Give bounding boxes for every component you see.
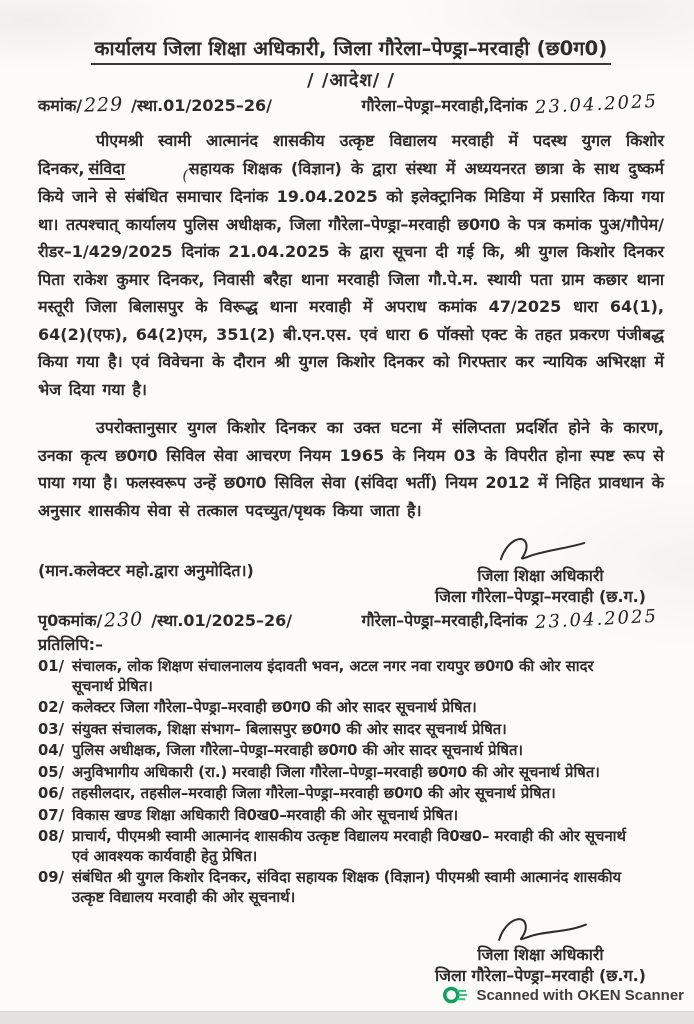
copy-item-number: 01/ [38,658,64,675]
copy-item-text: संयुक्त संचालक, शिक्षा संभाग– बिलासपुर छ0ग0 की ओर सादर सूचनार्थ प्रेषित। [72,720,507,738]
ref1-handwritten-date: 23.04.2025 [534,90,659,119]
para1-lead: पीएमश्री स्वामी आत्मानंद शासकीय उत्कृष्ट विद्यालय मरवाही में पदस्थ युगल किशोर दिनकर, [38,131,664,178]
copy-item-number: 02/ [38,699,64,716]
copy-list-item [38,763,664,783]
copy-item-number: 03/ [38,720,64,738]
copy-item-number: 05/ [38,763,64,781]
signature-block-2-wrap [38,911,664,986]
ref1-number-part [38,94,272,116]
ref2-handwritten-number: 230 [103,608,144,632]
ref1-place-date [361,90,664,119]
copy-item-text: कलेक्टर जिला गौरेला–पेण्ड्रा–मरवाही छ0ग0 की ओर सादर सूचनार्थ प्रेषित। [72,699,477,716]
copy-list-item [38,806,664,826]
ref1-label: कमांक/ [38,96,83,115]
oken-scanner-logo-icon [442,984,468,1006]
copy-list-item [38,827,664,866]
approval-note: (मान.कलेक्टर महो.द्वारा अनुमोदित।) [38,561,254,580]
ref1-place-date-label: गौरेला–पेण्ड्रा–मरवाही,दिनांक [361,96,528,115]
scanner-attribution [442,984,684,1006]
copy-item-number: 09/ [38,869,64,886]
order-heading: / /आदेश/ / [306,70,396,91]
ref2-suffix: /स्था.01/2025–26/ [151,611,293,630]
ref1-handwritten-number: 229 [83,93,124,117]
officer-office: जिला गौरेला–पेण्ड्रा–मरवाही (छ.ग.) [434,587,646,606]
office-header-title: कार्यालय जिला शिक्षा अधिकारी, जिला गौरेला–पेण्ड्रा–मरवाही (छ0ग0) [91,34,612,65]
approval-signature-row [38,532,664,607]
reference-line-1 [38,90,664,119]
copy-item-text: संचालक, लोक शिक्षण संचालनालय इंदावती भवन, अटल नगर नवा रायपुर छ0ग0 की ओर सादर सूचनार्थ प्रेषित। [72,658,594,695]
copy-item-number: 08/ [38,828,64,845]
ref2-place-date [361,605,664,634]
copy-list-item [38,657,664,696]
copy-list-item [38,741,664,761]
copy-item-number: 06/ [38,785,64,802]
officer-designation: जिला शिक्षा अधिकारी [477,945,604,964]
copy-list-item [38,720,664,740]
body-paragraph-2: उपरोक्तानुसार युगल किशोर दिनकर का उक्त घटना में संलिप्तता प्रदर्शित होने के कारण, उनका कृत्य छ0ग0 सिविल सेवा आचरण नियम 1965 के नियम 03 के विपरीत होना स्पष्ट रूप से पाया गया है। फलस्वरूप उन्हें छ0ग0 सिविल सेवा (संविदा भर्ती) नियम 2012 में निहित प्रावधान के अनुसार शासकीय सेवा से तत्काल पदच्युत/पृथक किया जाता है। [38,418,664,520]
copy-item-text: विकास खण्ड शिक्षा अधिकारी वि0ख0–मरवाही की ओर सूचनार्थ प्रेषित। [72,806,459,824]
copy-item-text: अनुविभागीय अधिकारी (रा.) मरवाही जिला गौरेला–पेण्ड्रा–मरवाही छ0ग0 की ओर सूचनार्थ प्रेषित। [72,763,600,781]
copy-item-number: 04/ [38,742,64,759]
copy-item-number: 07/ [38,806,64,824]
ref2-handwritten-date: 23.04.2025 [534,605,659,634]
copy-item-text: पुलिस अधीक्षक, जिला गौरेला–पेण्ड्रा–मरवाही छ0ग0 की ओर सादर सूचनार्थ प्रेषित। [72,742,524,759]
reference-line-2 [38,605,664,634]
copy-item-text: संबंधित श्री युगल किशोर दिनकर, संविदा सहायक शिक्षक (विज्ञान) पीएमश्री स्वामी आत्मानंद शासकीय उत्कृष्ट विद्यालय मरवाही की ओर सूचनार्थ। [72,869,622,906]
signature-scribble-icon [480,911,600,945]
copy-item-text: प्राचार्य, पीएमश्री स्वामी आत्मानंद शासकीय उत्कृष्ट विद्यालय मरवाही वि0ख0– मरवाही की ओर सूचनार्थ एवं आवश्यक कार्यवाही हेतु प्रेषित। [72,828,626,865]
copies-heading: प्रतिलिपि:– [38,635,103,654]
signature-scribble-icon [480,532,600,566]
copy-list [38,657,664,907]
officer-office: जिला गौरेला–पेण्ड्रा–मरवाही (छ.ग.) [434,966,646,985]
copy-list-item [38,698,664,718]
signature-block-2 [435,911,664,986]
para1-rest: सहायक शिक्षक (विज्ञान) के द्वारा संस्था में अध्ययनरत छात्रा के साथ दुष्कर्म किये जाने से संबंधित समाचार दिनांक 19.04.2025 को इलेक्ट्रानिक मिडिया में प्रसारित किया गया था। तत्पश्चात् कार्यालय पुलिस अधीक्षक, जिला गौरेला–पेण्ड्रा–मरवाही छ0ग0 के पत्र कमांक पुअ/गौपेम/रीडर–1/429/2025 दिनांक 21.04.2025 के द्वारा सूचना दी गई कि, श्री युगल किशोर दिनकर पिता राकेश कुमार दिनकर, निवासी बरैहा थाना मरवाही जिला गौ.पे.म. स्थायी पता ग्राम कछार थाना मस्तूरी जिला बिलासपुर के विरूद्ध थाना मरवाही में अपराध कमांक 47/2025 धारा 64(1), 64(2)(एफ), 64(2)एम, 351(2) बी.एन.एस. एवं धारा 6 पॉक्सो एक्ट के तहत प्रकरण पंजीबद्ध किया गया है। एवं विवेचना के दौरान श्री युगल किशोर दिनकर को गिरफ्तार कर न्यायिक अभिरक्षा में भेज दिया गया है। [38,158,664,399]
copy-item-text: तहसीलदार, तहसील–मरवाही जिला गौरेला–पेण्ड्रा–मरवाही छ0ग0 की ओर सूचनार्थ प्रेषित। [72,785,556,802]
ref2-place-date-label: गौरेला–पेण्ड्रा–मरवाही,दिनांक [361,611,528,630]
copy-list-item [38,868,664,907]
officer-designation: जिला शिक्षा अधिकारी [477,566,604,585]
ref2-label: पृ0कमांक/ [38,611,103,630]
page-bottom-strip [0,1011,694,1024]
signature-block-1 [435,532,664,607]
para1-underlined-word: संविदा [88,158,125,178]
body-paragraph-1 [38,127,664,403]
copy-list-item [38,784,664,804]
para1-insertion-mark: ( [180,165,191,184]
ref2-number-part [38,609,292,631]
scanner-attribution-text: Scanned with OKEN Scanner [476,986,684,1004]
ref1-suffix: /स्था.01/2025–26/ [130,96,272,115]
